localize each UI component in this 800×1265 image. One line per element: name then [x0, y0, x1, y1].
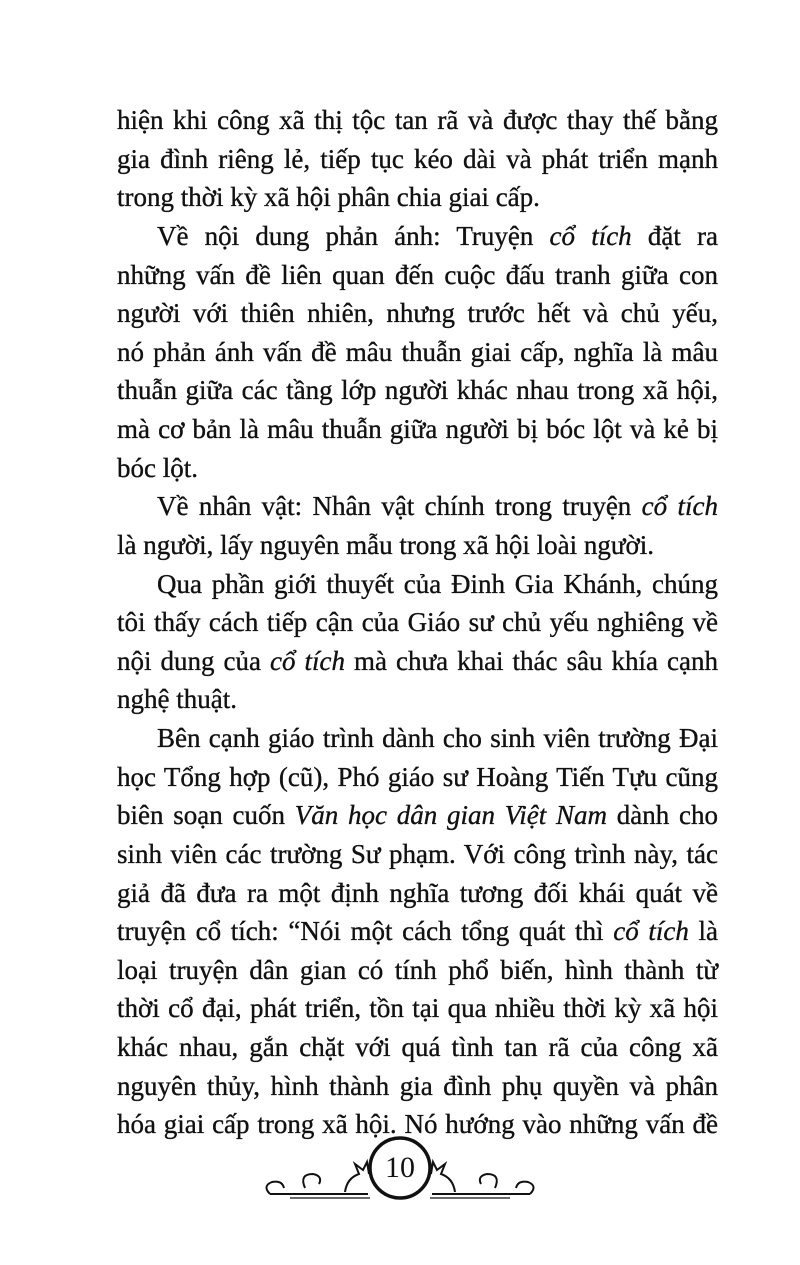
text-segment: hiện khi công xã thị tộc tan rã và được thay thế bằng [117, 105, 718, 135]
text-line [117, 410, 718, 449]
italic-text-segment: cổ tích [641, 491, 718, 522]
italic-text-segment: cổ tích [269, 645, 345, 676]
text-segment: người với thiên nhiên, nhưng trước hết và chủ yếu, [117, 298, 718, 329]
text-line [117, 333, 718, 372]
page-number: 10 [385, 1151, 415, 1184]
text-segment: là người, lấy nguyên mẫu trong xã hội loài người. [117, 529, 654, 560]
text-segment: dành cho [607, 800, 719, 831]
text-segment: mà chưa khai thác sâu khía cạnh [344, 645, 718, 676]
text-line [117, 449, 718, 488]
text-line [117, 140, 718, 179]
text-segment: hóa giai cấp trong xã hội. Nó hướng vào những vấn đề [117, 1109, 718, 1140]
text-segment: Bên cạnh giáo trình dành cho sinh viên trường Đại [157, 723, 718, 753]
text-line [117, 565, 718, 604]
text-segment: là [688, 916, 718, 947]
text-line [117, 680, 718, 719]
text-segment: những vấn đề liên quan đến cuộc đấu tranh giữa con [117, 259, 718, 290]
text-segment: bóc lột. [117, 452, 198, 483]
text-line [117, 1028, 718, 1067]
text-line [117, 989, 718, 1028]
text-segment: Qua phần giới thuyết của Đinh Gia Khánh, chúng [157, 568, 718, 599]
text-line [117, 912, 718, 951]
text-line [117, 874, 718, 913]
text-line [117, 526, 718, 565]
italic-text-segment: cổ tích [613, 916, 689, 947]
text-line [117, 178, 718, 217]
text-segment: tôi thấy cách tiếp cận của Giáo sư chủ yếu nghiêng về [117, 607, 718, 638]
italic-text-segment: cổ tích [549, 220, 632, 251]
text-segment: thời cổ đại, phát triển, tồn tại qua nhiều thời kỳ xã hội [117, 993, 718, 1024]
text-line [117, 487, 718, 526]
text-line [117, 217, 718, 256]
text-segment: loại truyện dân gian có tính phổ biến, hình thành từ [117, 954, 718, 985]
text-segment: đặt ra [631, 220, 718, 251]
text-segment: biên soạn cuốn [117, 800, 295, 831]
text-segment: gia đình riêng lẻ, tiếp tục kéo dài và phát triển mạnh [117, 143, 718, 174]
text-segment: mà cơ bản là mâu thuẫn giữa người bị bóc lột và kẻ bị [117, 414, 718, 444]
page-body-text [117, 101, 718, 1144]
text-segment: khác nhau, gắn chặt với quá tình tan rã của công xã [117, 1032, 718, 1062]
text-line [117, 101, 718, 140]
text-line [117, 294, 718, 333]
text-line [117, 371, 718, 410]
text-segment: thuẫn giữa các tầng lớp người khác nhau trong xã hội, [117, 375, 718, 406]
italic-text-segment: Văn học dân gian Việt Nam [294, 800, 608, 831]
text-line [117, 1067, 718, 1106]
text-line [117, 719, 718, 758]
text-line [117, 835, 718, 874]
text-segment: sinh viên các trường Sư phạm. Với công trình này, tác [117, 838, 718, 869]
text-segment: truyện cổ tích: “Nói một cách tổng quát thì [117, 916, 614, 947]
text-line [117, 256, 718, 295]
text-line [117, 603, 718, 642]
text-segment: trong thời kỳ xã hội phân chia giai cấp. [117, 182, 540, 213]
text-segment: Về nhân vật: Nhân vật chính trong truyện [157, 491, 642, 522]
text-segment: giả đã đưa ra một định nghĩa tương đối khái quát về [117, 877, 718, 908]
text-segment: nó phản ánh vấn đề mâu thuẫn giai cấp, nghĩa là mâu [117, 336, 718, 367]
text-segment: nội dung của [117, 645, 270, 676]
text-line [117, 758, 718, 797]
text-segment: nghệ thuật. [117, 684, 237, 715]
text-segment: Về nội dung phản ánh: Truyện [157, 220, 550, 251]
text-segment: nguyên thủy, hình thành gia đình phụ quyền và phân [117, 1070, 718, 1101]
text-line [117, 642, 718, 681]
page-footer-ornament [250, 1128, 550, 1208]
text-line [117, 796, 718, 835]
text-segment: học Tổng hợp (cũ), Phó giáo sư Hoàng Tiến Tựu cũng [117, 761, 718, 792]
text-line [117, 951, 718, 990]
